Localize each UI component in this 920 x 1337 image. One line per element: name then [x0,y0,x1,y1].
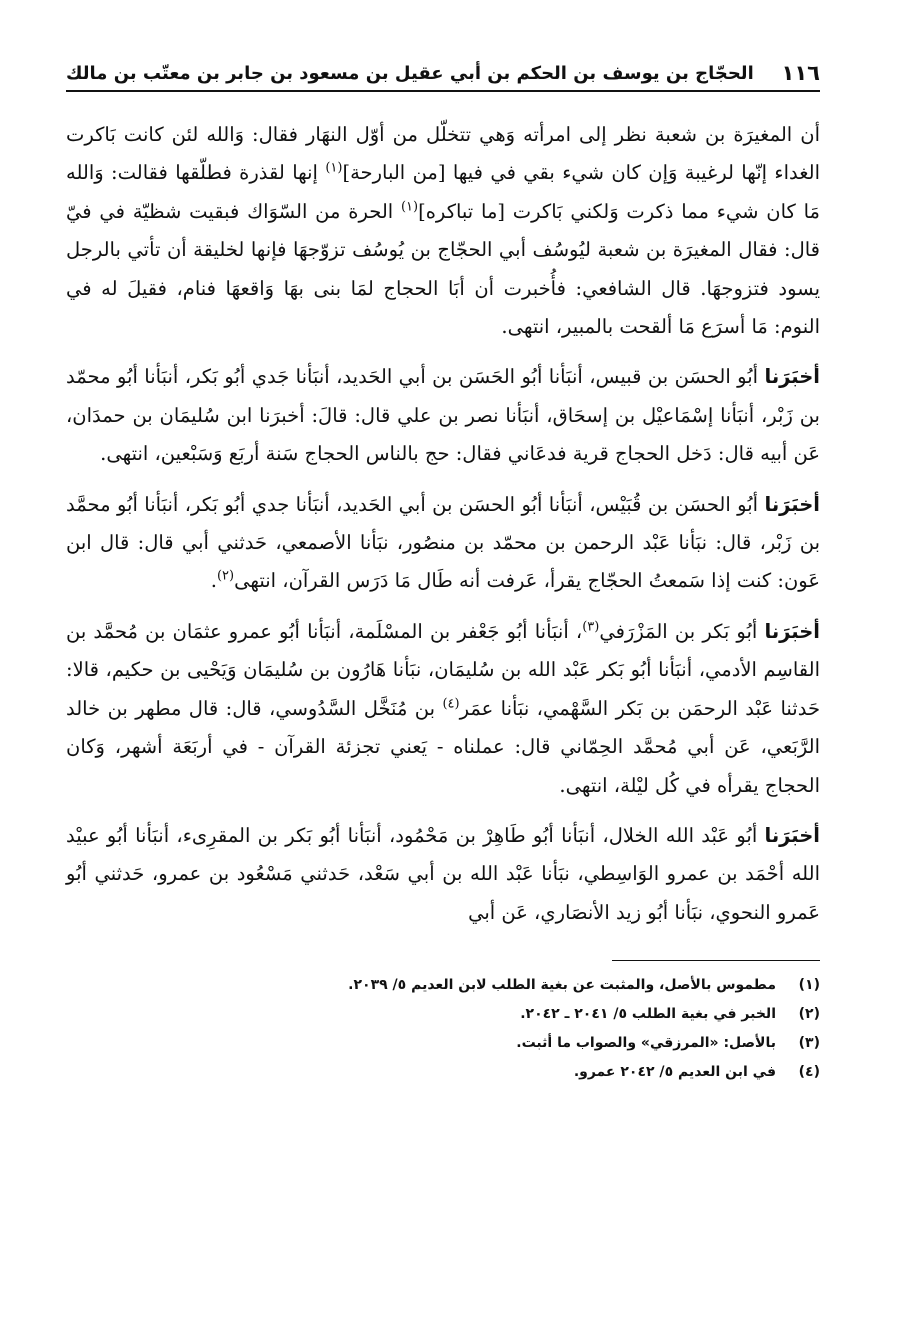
paragraph-2: أخبَرَنا أبُو الحسَن بن قبيس، أنبَأنا أبُو الحَسَن بن أبي الحَديد، أنبَأنا جَدي أبُو بَكر، أنبَأنا أبُو محمّد بن زَبْر، أنبَأنا إسْمَاعيْل بن إسحَاق، أنبَأنا نصر بن علي قال: قالَ: أخبرَنا ابن سُليمَان بن حمدَان، عَن أبيه قال: دَخل الحجاج قرية فدعَاني فقال: حج بالناس الحجاج سَنة أربَع وَسَبْعين، انتهى. [66,365,820,466]
book-page [66,50,820,1300]
paragraph-4: أخبَرَنا أبُو بَكر بن المَزْرَفي$^{(٣)}$، أنبَأنا أبُو جَعْفر بن المسْلَمة، أنبَأنا أبُو عمرو عثمَان بن مُحمَّد بن القاسِم الأدمي، أنبَأنا أبُو بَكر عَبْد الله بن سُليمَان، نبَأنا هَارُون بن سُليمَان وَيَحْيى بن حكيم، قالا: حَدثنا عَبْد الرحمَن بن بَكر السَّهْمي، نبَأنا عمَر$^{(٤)}$ بن مُنَخَّل السَّدُوسي، قال: قال مطهر بن خالد الرَّبَعي، عَن أبي مُحمَّد الحِمّاني قال: عملناه - يَعني تجزئة القرآن - في أربَعَة أشهر، وَكان الحجاج يقرأه في كُل ليْلة، انتهى. [66,619,820,797]
page-number: ١١٦ [781,61,820,85]
paragraph-lead: أخبَرَنا [764,365,820,389]
footnote-2 [66,1000,820,1029]
footnote-text: مطموس بالأصل، والمثبت عن بغية الطلب لابن العديم ٥/ ٢٠٣٩. [348,977,776,994]
footnote-4 [66,1058,820,1087]
footnote-marker-3: (٣) [582,619,600,635]
footnote-number: (١) [798,977,820,994]
footnote-1 [66,971,820,1000]
paragraph-lead: أخبَرَنا [764,823,820,847]
paragraph-3: أخبَرَنا أبُو الحسَن بن قُبَيْس، أنبَأنا أبُو الحسَن بن أبي الحَديد، أنبَأنا جدي أبُو بَكر، أنبَأنا أبُو محمَّد بن زَبْر، قال: نبَأنا عَبْد الرحمن بن محمّد بن منصُور، نبَأنا الأصمعي، حَدثني أبي قال: قال ابن عَون: كنت إذا سَمعتُ الحجّاج يقرأ، عَرفت أنه طَال مَا دَرَس القرآن، انتهى$^{(٢)}$. [66,492,820,593]
footnote-number: (٢) [798,1006,820,1023]
footnote-marker-4: (٤) [442,696,460,712]
paragraph-1: أن المغيرَة بن شعبة نظر إلى امرأته وَهي تتخلّل من أوّل النهَار فقال: وَالله لئن كانت بَاكرت الغداء إنّها لرغيبة وَإن كان شيء بقي في فيها [من البارحة]$^{(١)}$ إنها لقذرة فطلّقها فقالت: وَالله مَا كان شيء مما ذكرت وَلكني بَاكرت [ما تباكره]$^{(١)}$ الحرة من السّوَاك فبقيت شظيّة في فيّ قال: فقال المغيرَة بن شعبة ليُوسُف أبي الحجّاج بن يُوسُف تزوّجهَا فإنها لخليقة أن تأتي بالرجل يسود فتزوجهَا. قال الشافعي: فأُخبرت أن أبَا الحجاج لمَا بنى بهَا وَاقعهَا فنام، فقيلَ له في النوم: مَا أسرَع مَا ألقحت بالمبير، انتهى. [66,123,820,339]
footnote-3 [66,1029,820,1058]
footnote-text: بالأصل: «المرزقي» والصواب ما أثبت. [516,1035,776,1052]
paragraph-5: أخبَرَنا أبُو عَبْد الله الخلال، أنبَأنا أبُو طَاهِرْ بن مَحْمُود، أنبَأنا أبُو بَكر بن المقرِىء، أنبَأنا أبُو عبيْد الله أحْمَد بن عمرو الوَاسِطي، نبَأنا عَبْد الله بن أبي سَعْد، حَدثني مَسْعُود بن عمرو، حَدثني أبُو عَمرو النحوي، نبَأنا أبُو زيد الأنصَاري، عَن أبي [66,823,820,924]
paragraph-lead: أخبَرَنا [764,619,820,643]
footnote-text: الخبر في بغية الطلب ٥/ ٢٠٤١ ـ ٢٠٤٢. [520,1006,776,1023]
footnote-number: (٣) [798,1035,820,1052]
footnote-marker-2: (٢) [216,568,235,584]
page-header [66,50,820,92]
footnote-marker-1: (١) [325,160,343,176]
running-title: الحجّاج بن يوسف بن الحكم بن أبي عقيل بن مسعود بن جابر بن معتّب بن مالك [66,63,754,84]
footnotes [66,971,820,1087]
footnote-text: في ابن العديم ٥/ ٢٠٤٢ عمرو. [573,1064,776,1081]
body-text [66,116,820,932]
footnote-divider [612,960,820,961]
paragraph-lead: أخبَرَنا [764,492,820,516]
footnote-marker-1: (١) [400,199,419,215]
footnote-number: (٤) [798,1064,820,1081]
